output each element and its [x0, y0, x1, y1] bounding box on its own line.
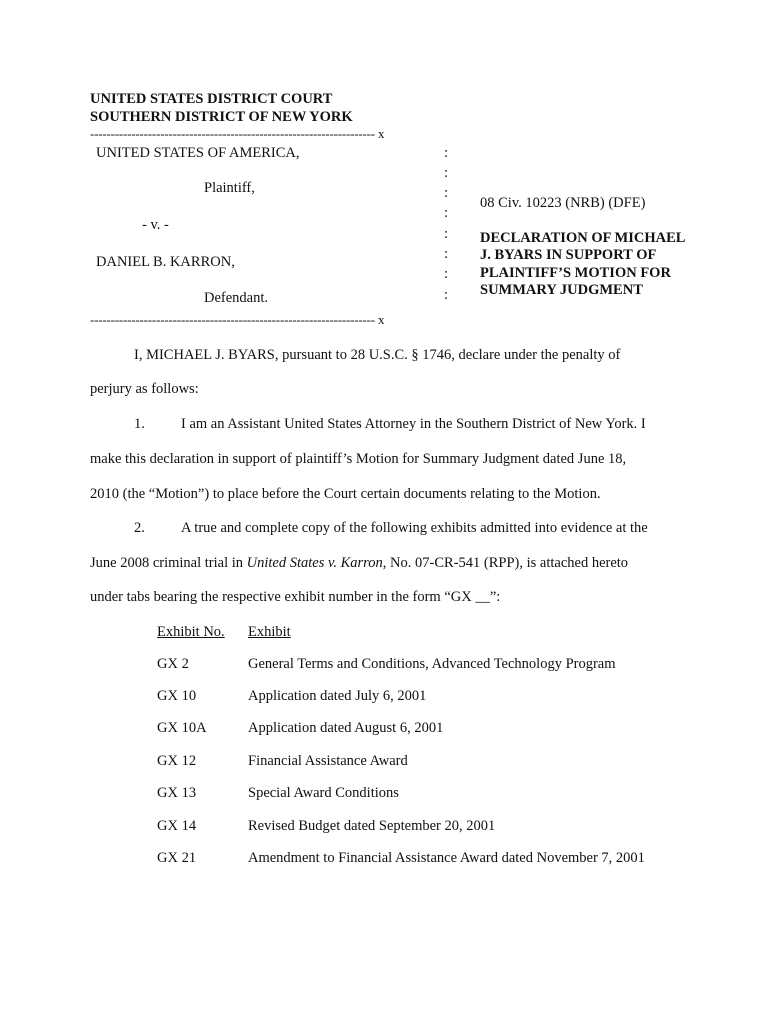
exhibit-description: General Terms and Conditions, Advanced Technology Program: [248, 656, 616, 672]
paragraph-text: June 2008 criminal trial in: [90, 555, 247, 571]
caption-divider-bottom: --------------------------------------------------------------------- x: [90, 312, 385, 327]
paragraph-number: 2.: [134, 520, 145, 536]
exhibit-number: GX 14: [157, 818, 197, 834]
paragraph-line: under tabs bearing the respective exhibit number in the form “GX __”:: [90, 589, 501, 605]
exhibit-number: GX 21: [157, 850, 197, 866]
exhibit-number: GX 13: [157, 785, 197, 801]
exhibit-description: Financial Assistance Award: [248, 753, 408, 769]
caption-colon: :: [444, 226, 449, 242]
caption-colon: :: [444, 246, 449, 262]
exhibit-number: GX 10A: [157, 720, 207, 736]
caption-colon: :: [444, 266, 449, 282]
case-number: 08 Civ. 10223 (NRB) (DFE): [480, 195, 646, 211]
paragraph-line: 2010 (the “Motion”) to place before the Court certain documents relating to the Motion.: [90, 486, 601, 502]
versus: - v. -: [142, 217, 169, 233]
caption-divider-top: --------------------------------------------------------------------- x: [90, 126, 385, 141]
exhibit-number: GX 10: [157, 688, 197, 704]
exhibit-description: Application dated July 6, 2001: [248, 688, 427, 704]
defendant-role: Defendant.: [204, 290, 269, 306]
caption-colon: :: [444, 185, 449, 201]
caption-colon: :: [444, 145, 449, 161]
caption-colon: :: [444, 165, 449, 181]
court-name: UNITED STATES DISTRICT COURT: [90, 91, 333, 107]
exhibit-description: Revised Budget dated September 20, 2001: [248, 818, 496, 834]
paragraph-line: A true and complete copy of the following exhibits admitted into evidence at the: [181, 520, 648, 536]
exhibit-description: Special Award Conditions: [248, 785, 399, 801]
intro-line: perjury as follows:: [90, 381, 199, 397]
exhibit-header-no: Exhibit No.: [157, 624, 225, 640]
document-title-line: PLAINTIFF’S MOTION FOR: [480, 265, 671, 281]
paragraph-text: , No. 07-CR-541 (RPP), is attached hereto: [382, 555, 629, 571]
paragraph-number: 1.: [134, 416, 145, 432]
case-citation: United States v. Karron: [246, 555, 383, 571]
plaintiff-role: Plaintiff,: [204, 180, 255, 196]
exhibit-header-desc: Exhibit: [248, 624, 291, 640]
document-title-line: DECLARATION OF MICHAEL: [480, 230, 686, 246]
exhibit-number: GX 2: [157, 656, 189, 672]
document-title-line: J. BYARS IN SUPPORT OF: [480, 247, 657, 263]
intro-line: I, MICHAEL J. BYARS, pursuant to 28 U.S.C. § 1746, declare under the penalty of: [134, 347, 621, 363]
caption-colon: :: [444, 205, 449, 221]
paragraph-line: I am an Assistant United States Attorney in the Southern District of New York. I: [181, 416, 646, 432]
caption-colon: :: [444, 287, 449, 303]
exhibit-description: Amendment to Financial Assistance Award dated November 7, 2001: [248, 850, 645, 866]
defendant-name: DANIEL B. KARRON,: [96, 254, 235, 270]
exhibit-description: Application dated August 6, 2001: [248, 720, 444, 736]
document-title-line: SUMMARY JUDGMENT: [480, 282, 643, 298]
plaintiff-name: UNITED STATES OF AMERICA,: [96, 145, 300, 161]
paragraph-line: [90, 555, 628, 572]
court-district: SOUTHERN DISTRICT OF NEW YORK: [90, 109, 353, 125]
exhibit-number: GX 12: [157, 753, 197, 769]
paragraph-line: make this declaration in support of plaintiff’s Motion for Summary Judgment dated June 18,: [90, 451, 627, 467]
